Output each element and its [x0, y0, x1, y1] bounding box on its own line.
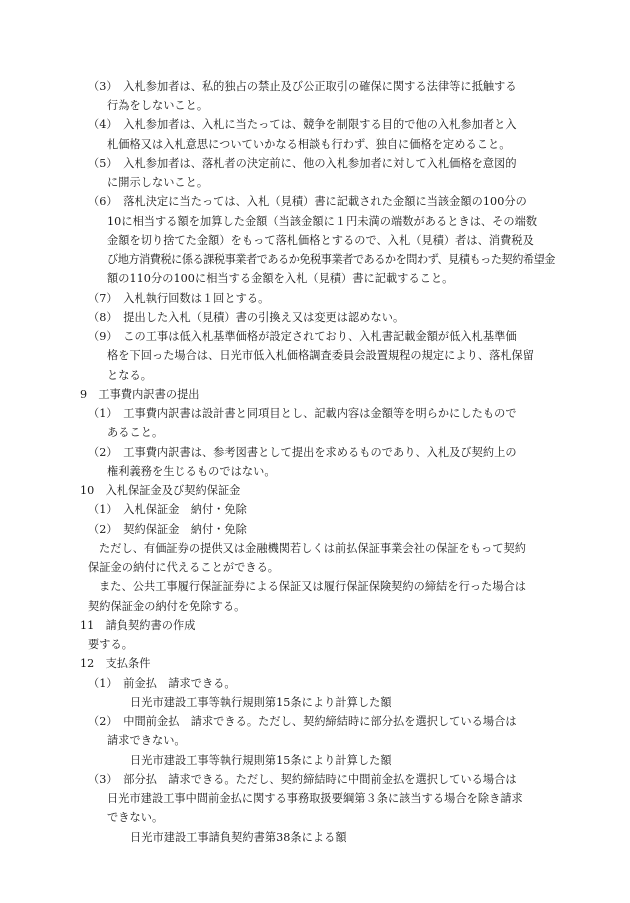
text-line: （2） 中間前金払 請求できる。ただし、契約締結時に部分払を選択している場合は — [88, 715, 517, 728]
text-line: （3） 部分払 請求できる。ただし、契約締結時に中間前金払を選択している場合は — [88, 773, 517, 786]
text-line: となる。 — [107, 369, 152, 382]
text-line: （2） 契約保証金 納付・免除 — [88, 523, 247, 536]
text-line: （6） 落札決定に当たっては、入札（見積）書に記載された金額に当該金額の100分の — [88, 195, 527, 208]
text-line: ただし、有価証券の提供又は金融機関若しくは前払保証事業会社の保証をもって契約 — [99, 542, 527, 555]
text-line: （3） 入札参加者は、私的独占の禁止及び公正取引の確保に関する法律等に抵触する — [88, 80, 517, 93]
text-line: （7） 入札執行回数は１回とする。 — [88, 292, 270, 305]
text-line: （5） 入札参加者は、落札者の決定前に、他の入札参加者に対して入札価格を意図的 — [88, 157, 517, 170]
text-line: 請求できない。 — [107, 734, 186, 747]
text-line: （9） この工事は低入札基準価格が設定されており、入札書記載金額が低入札基準価 — [88, 330, 517, 343]
text-line: 格を下回った場合は、日光市低入札価格調査委員会設置規程の規定により、落札保留 — [107, 349, 535, 362]
text-line: 日光市建設工事中間前金払に関する事務取扱要綱第３条に該当する場合を除き請求 — [107, 792, 523, 805]
text-line: に開示しないこと。 — [107, 176, 209, 189]
text-line: び地方消費税に係る課税事業者であるか免税事業者であるかを問わず、見積もった契約希望金 — [107, 253, 555, 266]
text-line: 保証金の納付に代えることができる。 — [88, 561, 280, 574]
text-line: （1） 工事費内訳書は設計書と同項目とし、記載内容は金額等を明らかにしたもので — [88, 407, 517, 420]
text-line: 要する。 — [88, 638, 133, 651]
text-line: 権利義務を生じるものではない。 — [107, 465, 276, 478]
text-line: 日光市建設工事請負契約書第38条による額 — [130, 831, 347, 844]
text-line: （1） 入札保証金 納付・免除 — [88, 503, 247, 516]
text-line: 行為をしないこと。 — [107, 99, 209, 112]
text-line: 札価格又は入札意思についていかなる相談も行わず、独自に価格を定めること。 — [107, 138, 511, 151]
section-heading: 12 支払条件 — [80, 657, 151, 670]
text-line: 額の110分の100に相当する金額を入札（見積）書に記載すること。 — [107, 272, 454, 285]
text-line: あること。 — [107, 426, 164, 439]
text-line: 日光市建設工事等執行規則第15条により計算した額 — [130, 754, 392, 767]
section-heading: 9 工事費内訳書の提出 — [80, 388, 200, 401]
text-line: 10に相当する額を加算した金額（当該金額に１円未満の端数があるときは、その端数 — [107, 215, 538, 228]
text-line: （1） 前金払 請求できる。 — [88, 677, 236, 690]
section-heading: 10 入札保証金及び契約保証金 — [80, 484, 241, 497]
text-line: （8） 提出した入札（見積）書の引換え又は変更は認めない。 — [88, 311, 405, 324]
text-line: できない。 — [107, 811, 164, 824]
text-line: また、公共工事履行保証証券による保証又は履行保証保険契約の締結を行った場合は — [99, 580, 527, 593]
text-line: 日光市建設工事等執行規則第15条により計算した額 — [130, 696, 392, 709]
text-line: （2） 工事費内訳書は、参考図書として提出を求めるものであり、入札及び契約上の — [88, 446, 517, 459]
text-line: （4） 入札参加者は、入札に当たっては、競争を制限する目的で他の入札参加者と入 — [88, 118, 517, 131]
text-line: 金額を切り捨てた金額）をもって落札価格とするので、入札（見積）者は、消費税及 — [107, 234, 534, 247]
section-heading: 11 請負契約書の作成 — [80, 619, 196, 632]
text-line: 契約保証金の納付を免除する。 — [88, 600, 246, 613]
